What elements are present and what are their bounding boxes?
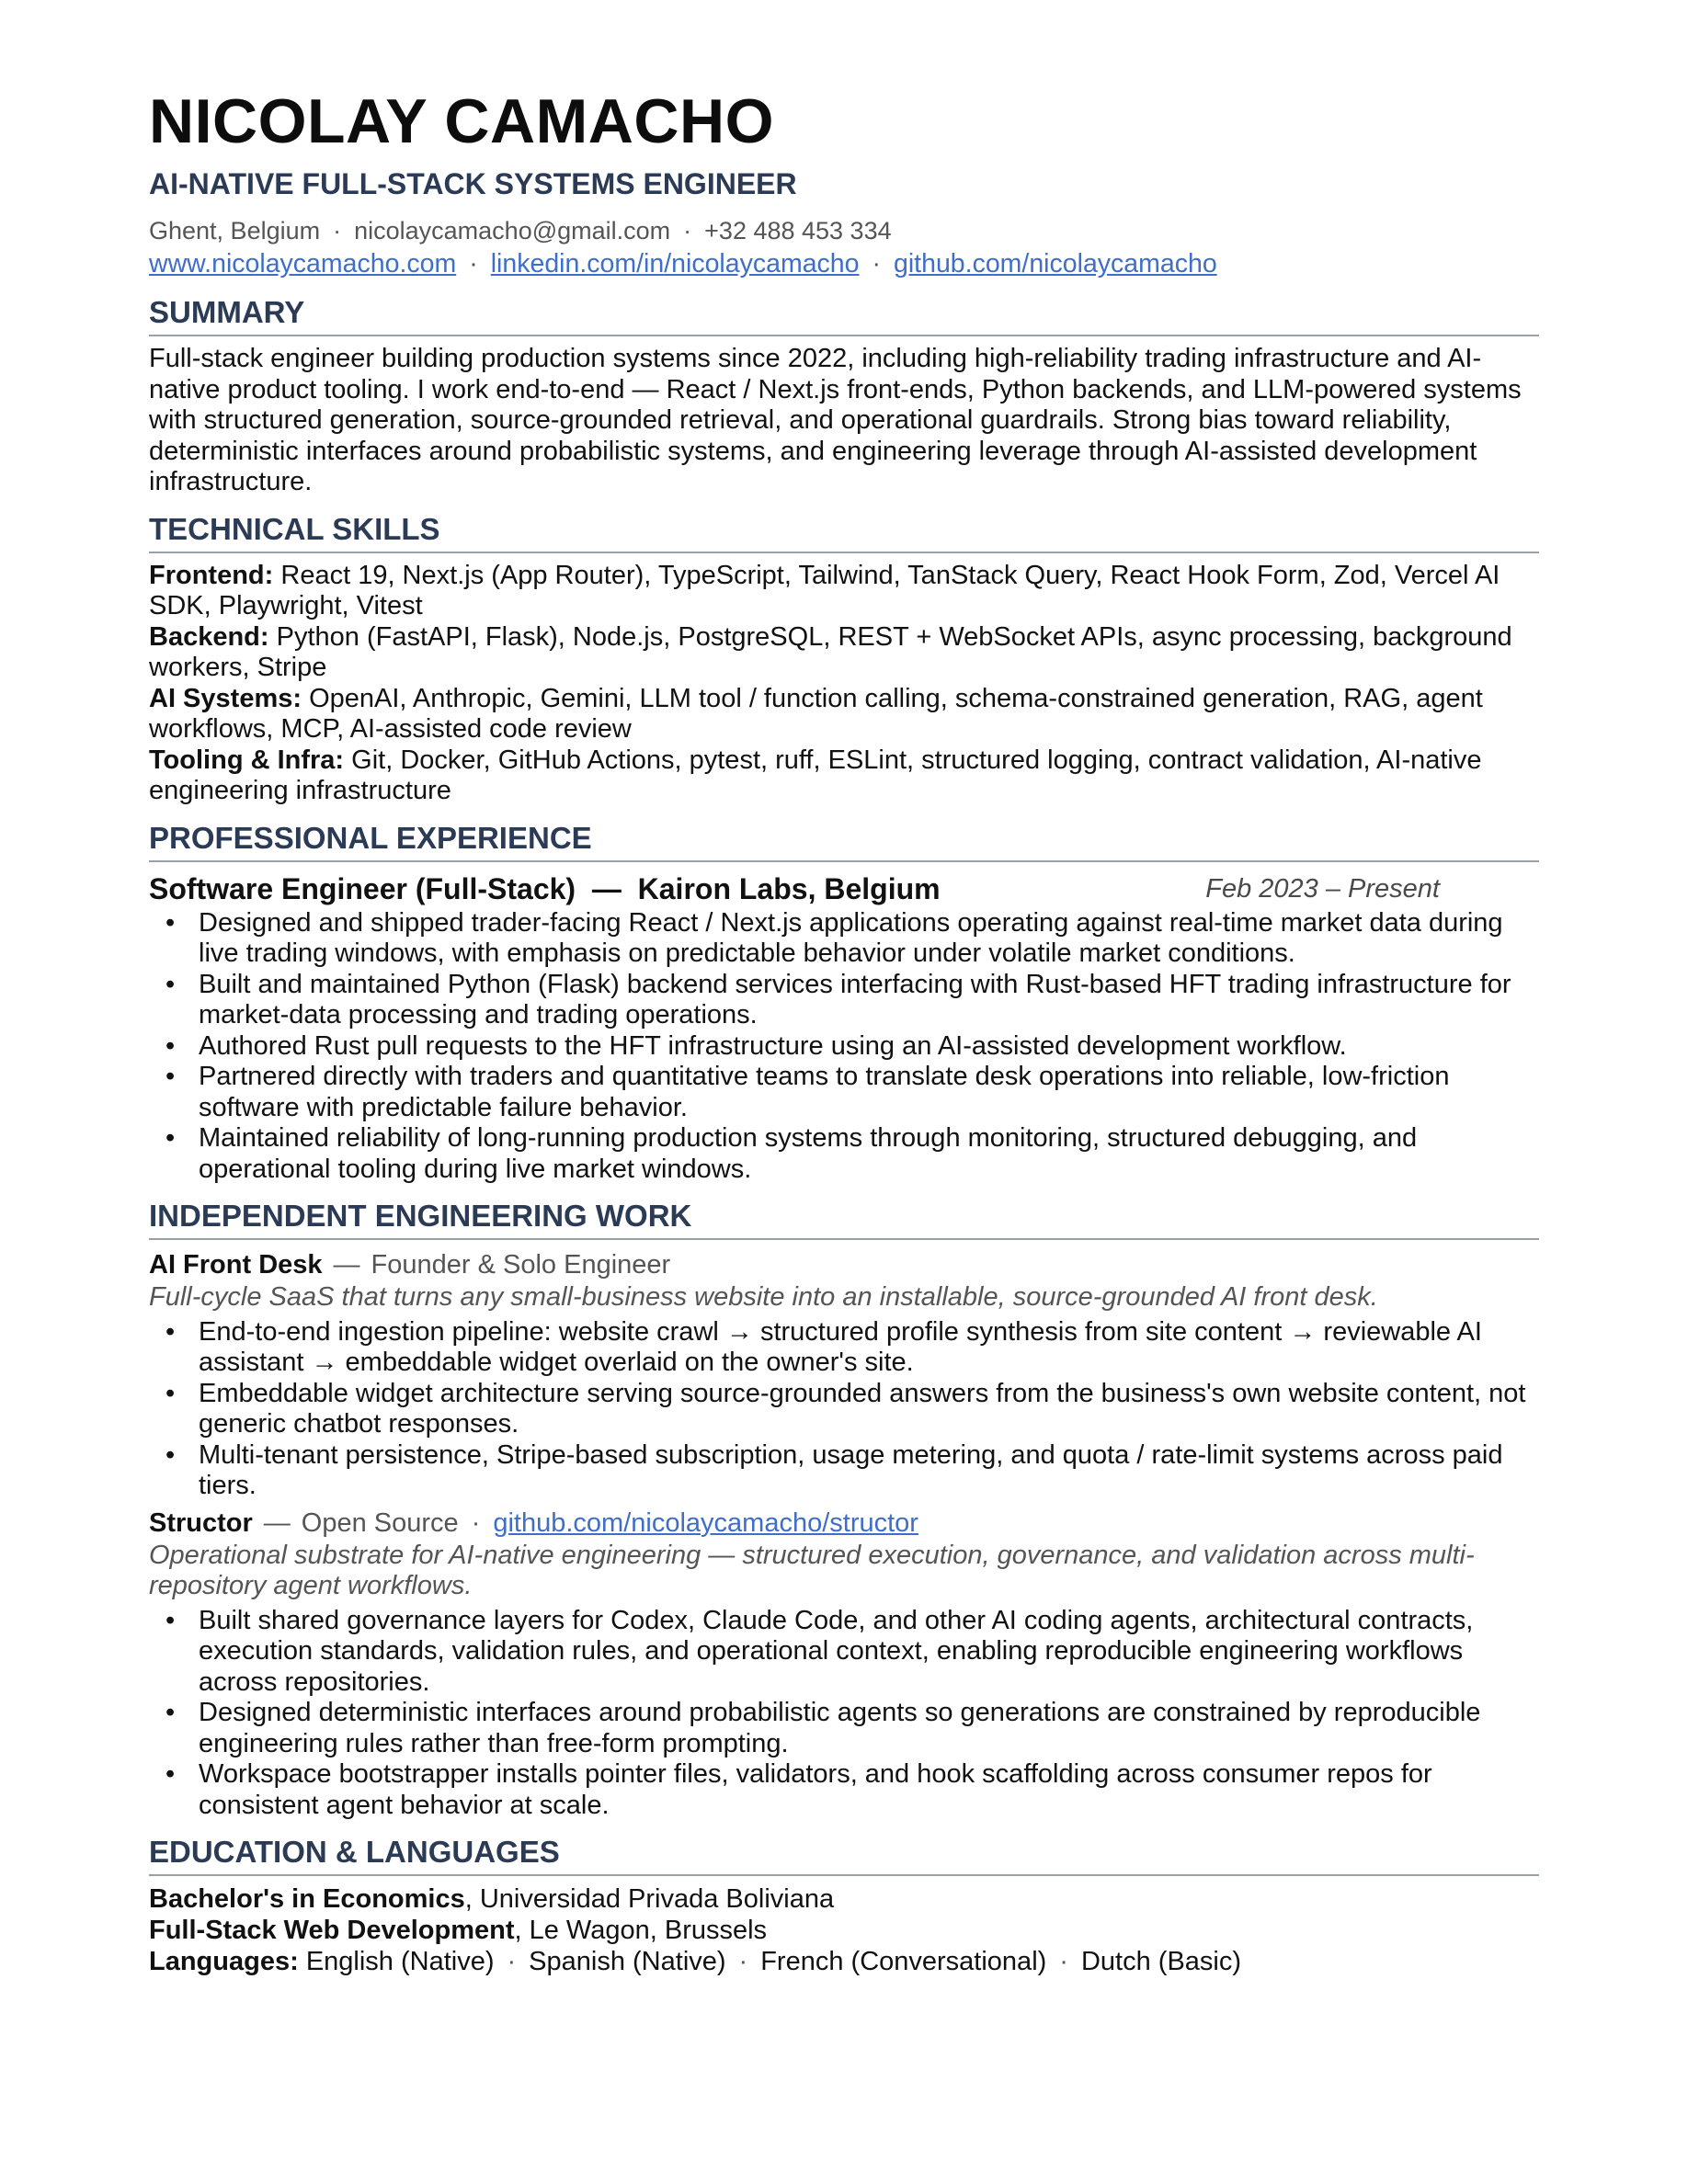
github-link[interactable]: github.com/nicolaycamacho — [894, 249, 1217, 279]
location: Ghent, Belgium — [149, 217, 321, 245]
separator: · — [683, 217, 692, 245]
skill-label: AI Systems: — [149, 683, 302, 713]
list-item: • Authored Rust pull requests to the HFT infrastructure using an AI-assisted development workflow. — [149, 1031, 1539, 1063]
separator: · — [738, 1947, 748, 1976]
links-line — [149, 246, 1539, 281]
skill-value: Python (FastAPI, Flask), Node.js, PostgreSQL, REST + WebSocket APIs, async processing, background workers, Stripe — [149, 621, 1512, 682]
skill-label: Frontend: — [149, 560, 274, 590]
phone: +32 488 453 334 — [704, 217, 892, 245]
job-bullets — [149, 908, 1539, 1186]
list-item: • Embeddable widget architecture serving source-grounded answers from the business's own website content, not generic chatbot responses. — [149, 1379, 1539, 1440]
education-entry — [149, 1915, 1539, 1946]
project-name: AI Front Desk — [149, 1250, 323, 1280]
project-role: Founder & Solo Engineer — [371, 1250, 671, 1280]
job-role: Software Engineer (Full-Stack) — [149, 871, 576, 905]
separator: · — [471, 1507, 481, 1538]
job-company: Kairon Labs, Belgium — [637, 871, 941, 905]
list-item: • End-to-end ingestion pipeline: website crawl → structured profile synthesis from site content → reviewable AI assistant → embeddable widget overlaid on the owner's site. — [149, 1317, 1539, 1379]
project-bullets — [149, 1317, 1539, 1502]
project-repo-link[interactable]: github.com/nicolaycamacho/structor — [493, 1507, 918, 1538]
job-header — [149, 870, 1539, 908]
separator: · — [469, 249, 478, 279]
degree: Full-Stack Web Development — [149, 1916, 515, 1945]
skill-value: OpenAI, Anthropic, Gemini, LLM tool / function calling, schema-constrained generation, RAG, agent workflows, MCP, AI-assisted code review — [149, 683, 1483, 744]
summary-text: Full-stack engineer building production systems since 2022, including high-reliability trading infrastructure and AI-native product tooling. I work end-to-end — React / Next.js front-ends, Python backends, and LLM-powered systems with structured generation, source-grounded retrieval, and operational guardrails. Strong bias toward reliability, deterministic interfaces around probabilistic systems, and engineering leverage through AI-assisted development infrastructure. — [149, 344, 1522, 496]
separator: · — [507, 1947, 517, 1976]
list-item: • Designed deterministic interfaces around probabilistic agents so generations are constrained by reproducible engineering rules rather than free-form prompting. — [149, 1698, 1539, 1759]
email: nicolaycamacho@gmail.com — [354, 217, 671, 245]
skills-list — [149, 561, 1539, 807]
list-item: • Built and maintained Python (Flask) backend services interfacing with Rust-based HFT trading infrastructure for market-data processing and trading operations. — [149, 970, 1539, 1031]
list-item: • Partnered directly with traders and quantitative teams to translate desk operations into reliable, low-friction software with predictable failure behavior. — [149, 1062, 1539, 1123]
skill-row — [149, 561, 1539, 622]
skill-value: Git, Docker, GitHub Actions, pytest, ruff, ESLint, structured logging, contract validation, AI-native engineering infrastructure — [149, 745, 1482, 805]
independent-heading: INDEPENDENT ENGINEERING WORK — [149, 1198, 1539, 1240]
languages-label: Languages: — [149, 1947, 299, 1976]
linkedin-link[interactable]: linkedin.com/in/nicolaycamacho — [490, 249, 860, 279]
summary-heading: SUMMARY — [149, 294, 1539, 336]
skill-value: React 19, Next.js (App Router), TypeScript, Tailwind, TanStack Query, React Hook Form, Zod, Vercel AI SDK, Playwright, Vitest — [149, 560, 1500, 620]
website-link[interactable]: www.nicolaycamacho.com — [149, 249, 457, 279]
project-name: Structor — [149, 1507, 253, 1538]
job-dates: Feb 2023 – Present — [1205, 873, 1440, 904]
project-bullets — [149, 1606, 1539, 1822]
list-item: • Built shared governance layers for Codex, Claude Code, and other AI coding agents, architectural contracts, execution standards, validation rules, and operational context, enabling reproducible engineering workflows across repositories. — [149, 1606, 1539, 1699]
list-item: • Multi-tenant persistence, Stripe-based subscription, usage metering, and quota / rate-limit systems across paid tiers. — [149, 1440, 1539, 1502]
separator: · — [872, 249, 881, 279]
candidate-name: NICOLAY CAMACHO — [149, 86, 774, 156]
project-dash: — — [333, 1250, 360, 1280]
skills-heading: TECHNICAL SKILLS — [149, 511, 1539, 553]
school: , Universidad Privada Boliviana — [464, 1884, 835, 1914]
list-item: • Maintained reliability of long-running production systems through monitoring, structured debugging, and operational tooling during live market windows. — [149, 1123, 1539, 1185]
project-dash: — — [263, 1507, 291, 1538]
list-item: • Designed and shipped trader-facing React / Next.js applications operating against real-time market data during live trading windows, with emphasis on predictable behavior under volatile market conditions. — [149, 908, 1539, 970]
skill-row — [149, 684, 1539, 745]
project-header — [149, 1506, 1539, 1541]
skill-row — [149, 745, 1539, 807]
list-item: • Workspace bootstrapper installs pointer files, validators, and hook scaffolding across consumer repos for consistent agent behavior at scale. — [149, 1759, 1539, 1821]
project-tagline: Full-cycle SaaS that turns any small-business website into an installable, source-grounded AI front desk. — [149, 1282, 1378, 1312]
job-title-line — [149, 870, 941, 908]
education-heading: EDUCATION & LANGUAGES — [149, 1834, 1539, 1876]
language-item: English (Native) — [305, 1947, 495, 1976]
job-dash: — — [591, 871, 622, 905]
school: , Le Wagon, Brussels — [514, 1916, 768, 1945]
contact-line — [149, 215, 1539, 246]
project-tagline: Operational substrate for AI-native engineering — structured execution, governance, and validation across multi-repository agent workflows. — [149, 1540, 1475, 1600]
skill-label: Tooling & Infra: — [149, 745, 345, 775]
language-item: Dutch (Basic) — [1080, 1947, 1242, 1976]
language-item: Spanish (Native) — [529, 1947, 726, 1976]
separator: · — [1059, 1947, 1068, 1976]
project-header — [149, 1247, 1539, 1282]
project-role: Open Source — [301, 1507, 459, 1538]
language-item: French (Conversational) — [760, 1947, 1047, 1976]
candidate-role: AI-NATIVE FULL-STACK SYSTEMS ENGINEER — [149, 167, 797, 200]
education-entry — [149, 1883, 1539, 1915]
experience-heading: PROFESSIONAL EXPERIENCE — [149, 820, 1539, 862]
languages-line — [149, 1946, 1539, 1977]
degree: Bachelor's in Economics — [149, 1884, 465, 1914]
skill-label: Backend: — [149, 621, 269, 652]
skill-row — [149, 622, 1539, 684]
separator: · — [333, 217, 342, 245]
